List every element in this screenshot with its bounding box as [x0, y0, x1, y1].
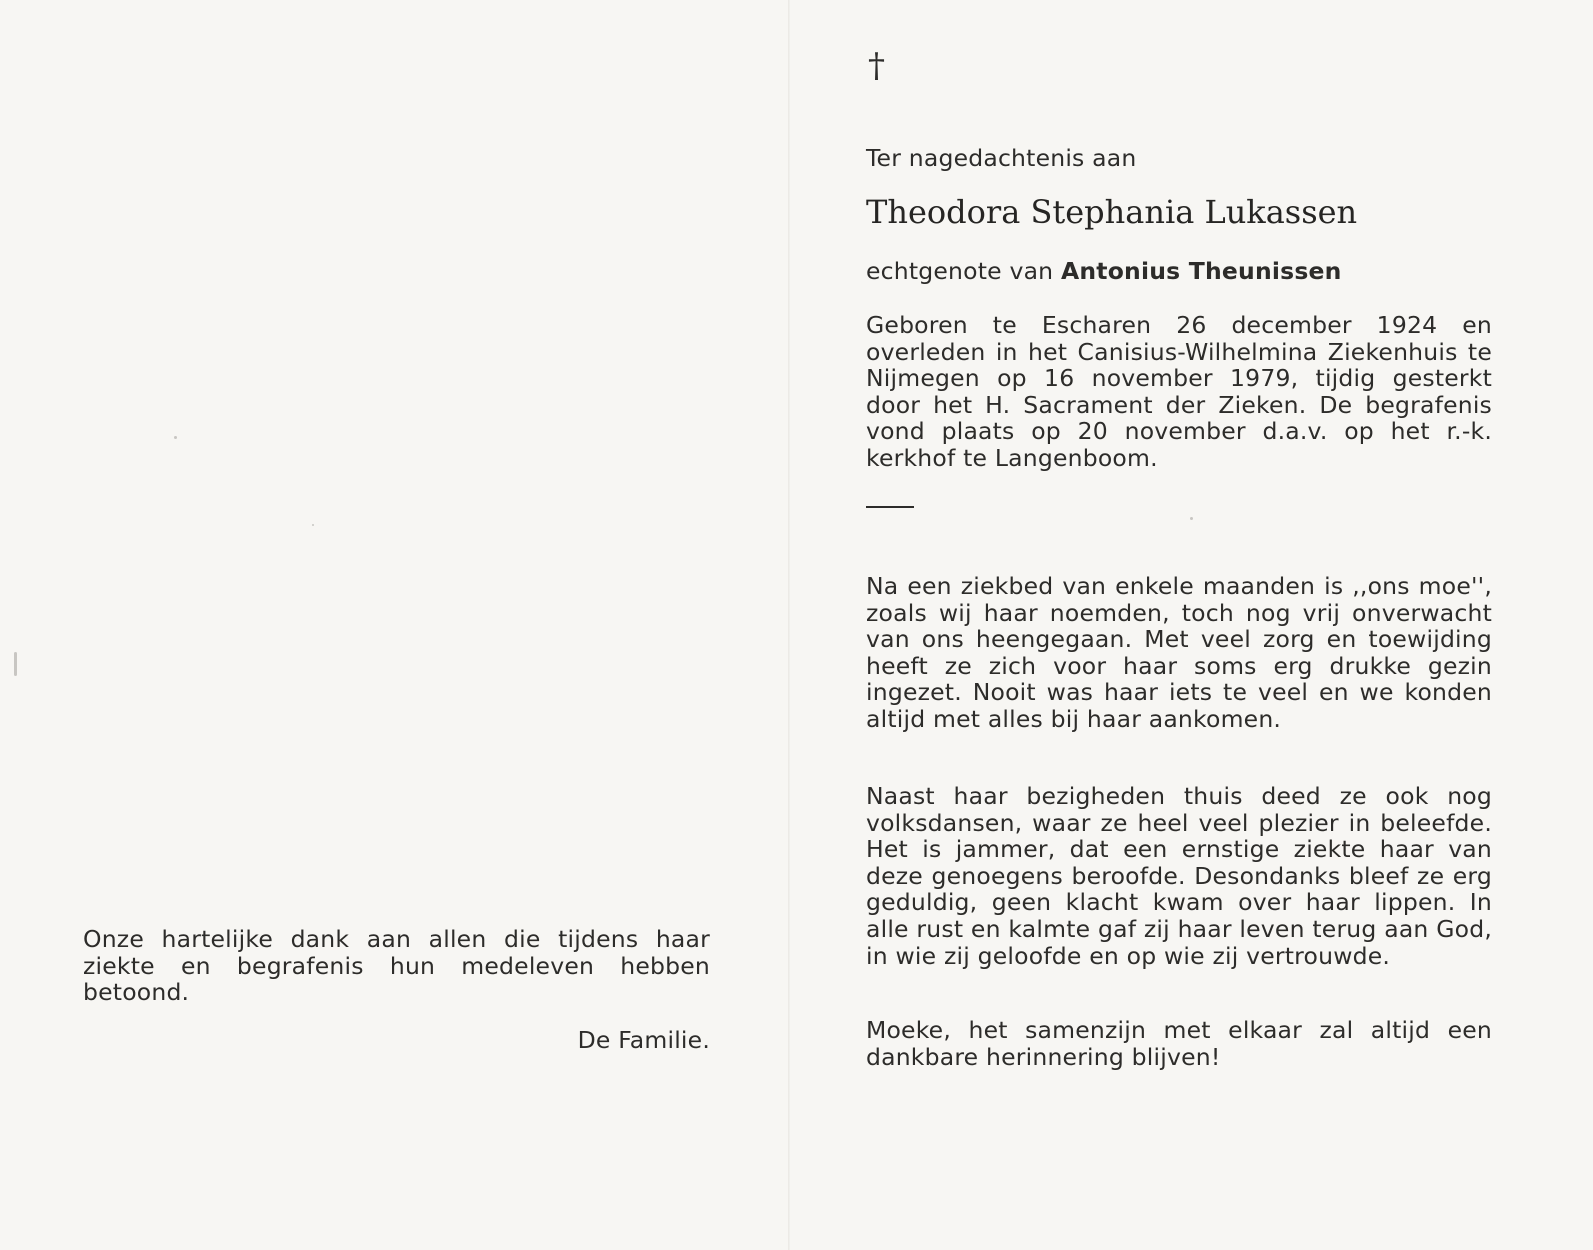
- tribute-paragraph-2: Naast haar bezigheden thuis deed ze ook nog volksdansen, waar ze heel veel plezier in beleefde. Het is jammer, dat een ernstige ziekte haar van deze genoegens beroofde. Desondanks bleef ze erg geduldig, geen klacht kwam over haar lippen. In alle rust en kalmte gaf zij haar leven terug aan God, in wie zij geloofde en op wie zij vertrouwde.: [866, 782, 1492, 970]
- spouse-line: [866, 258, 1342, 285]
- spouse-name: Antonius Theunissen: [1060, 257, 1342, 285]
- memorial-intro: Ter nagedachtenis aan: [866, 144, 1137, 172]
- thanks-text: Onze hartelijke dank aan allen die tijdens haar ziekte en begrafenis hun medeleven hebben betoond.: [83, 925, 710, 1007]
- spouse-prefix: echtgenote van: [866, 257, 1054, 285]
- closing-paragraph: Moeke, het samenzijn met elkaar zal altijd een dankbare herinnering blijven!: [866, 1016, 1492, 1071]
- birth-death-paragraph: Geboren te Escharen 26 december 1924 en overleden in het Canisius-Wilhelmina Ziekenhuis te Nijmegen op 16 november 1979, tijdig gesterkt door het H. Sacrament der Zieken. De begrafenis vond plaats op 20 november d.a.v. op het r.-k. kerkhof te Langenboom.: [866, 311, 1492, 472]
- section-divider: [866, 506, 914, 508]
- deceased-name: Theodora Stephania Lukassen: [866, 193, 1358, 231]
- tribute-paragraph-1: Na een ziekbed van enkele maanden is ,,ons moe'', zoals wij haar noemden, toch nog vrij onverwacht van ons heengegaan. Met veel zorg en toewijding heeft ze zich voor haar soms erg drukke gezin ingezet. Nooit was haar iets te veel en we konden altijd met alles bij haar aankomen.: [866, 572, 1492, 733]
- left-page: [0, 0, 788, 1250]
- cross-icon: †: [868, 46, 885, 86]
- family-signature: De Familie.: [577, 1026, 710, 1054]
